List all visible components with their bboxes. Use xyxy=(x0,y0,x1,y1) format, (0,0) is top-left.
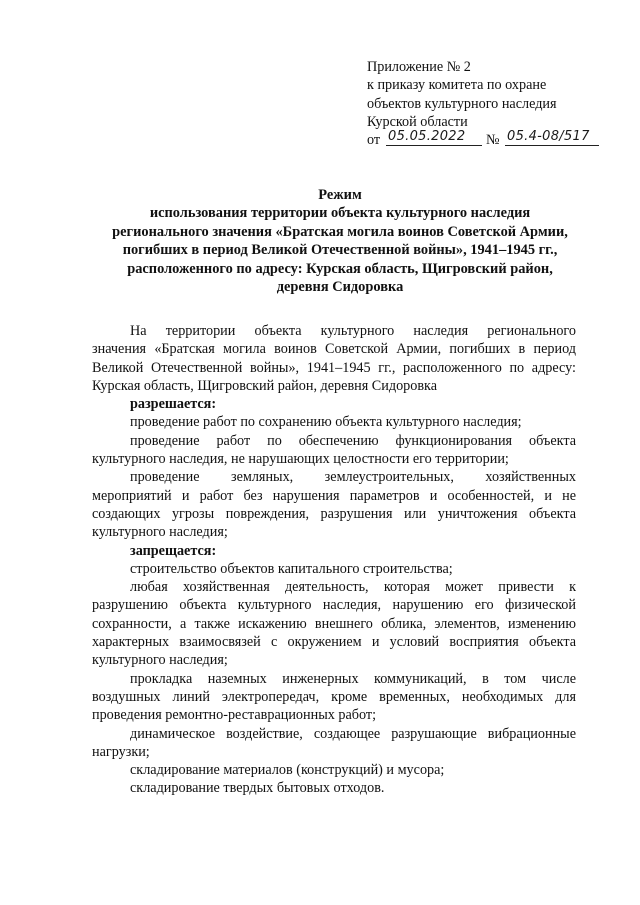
forbidden-item-line: любая хозяйственная деятельность, которая может привести к xyxy=(130,579,576,596)
date-prefix: от xyxy=(367,132,381,149)
allowed-item xyxy=(92,468,576,541)
forbidden-item xyxy=(92,578,576,669)
intro-line: значения «Братская могила воинов Советской Армии, погибших в период xyxy=(92,341,576,358)
appendix-title: Приложение № 2 xyxy=(367,59,471,75)
forbidden-item-line: складирование материалов (конструкций) и мусора; xyxy=(130,762,445,779)
forbidden-item xyxy=(92,725,576,762)
forbidden-list xyxy=(92,560,576,798)
allowed-item xyxy=(92,432,576,469)
title-line: регионального значения «Братская могила воинов Советской Армии, xyxy=(112,223,568,240)
forbidden-item-line: разрушению объекта культурного наследия, нарушению его физической xyxy=(92,597,576,614)
forbidden-item xyxy=(92,779,576,797)
forbidden-item-line: проведения ремонтно-реставрационных работ; xyxy=(92,707,377,724)
appendix-region: Курской области xyxy=(367,113,468,130)
allowed-item-line: проведение работ по обеспечению функционирования объекта xyxy=(130,432,576,449)
allowed-item xyxy=(92,413,576,431)
allowed-list xyxy=(92,413,576,541)
allowed-heading: разрешается: xyxy=(130,396,217,413)
appendix-order-ref: к приказу комитета по охране xyxy=(367,77,547,94)
title-line: Режим xyxy=(318,187,362,203)
allowed-item-line: проведение работ по сохранению объекта культурного наследия; xyxy=(130,414,522,431)
number-prefix: № xyxy=(486,132,500,149)
allowed-item-line: культурного наследия, не нарушающих целостности его территории; xyxy=(92,451,509,468)
forbidden-item-line: складирование твердых бытовых отходов. xyxy=(130,780,385,797)
allowed-item-line: проведение земляных, землеустроительных, хозяйственных xyxy=(130,469,576,486)
handwritten-date: 05.05.2022 xyxy=(386,128,482,146)
allowed-item-line: мероприятий и работ без нарушения параметров и особенностей, и не xyxy=(92,487,576,504)
forbidden-item-line: культурного наследия; xyxy=(92,652,228,669)
intro-line: На территории объекта культурного наследия регионального xyxy=(130,323,576,339)
intro-line: Великой Отечественной войны», 1941–1945 гг., расположенного по адресу: xyxy=(92,359,576,376)
appendix-header xyxy=(367,58,617,151)
title-line: погибших в период Великой Отечественной войны», 1941–1945 гг., xyxy=(122,242,558,259)
forbidden-item-line: строительство объектов капитального строительства; xyxy=(130,560,453,577)
forbidden-item-line: характерных взаимосвязей с окружением и условий восприятия объекта xyxy=(92,634,576,651)
allowed-item-line: культурного наследия; xyxy=(92,524,228,541)
intro-paragraph xyxy=(92,322,576,395)
title-line: деревня Сидоровка xyxy=(276,279,404,296)
appendix-date-number xyxy=(367,131,617,151)
forbidden-item-line: воздушных линий электропередач, кроме временных, необходимых для xyxy=(92,688,576,705)
handwritten-number: 05.4-08/517 xyxy=(505,128,599,146)
forbidden-item-line: прокладка наземных инженерных коммуникаций, в том числе xyxy=(130,670,576,687)
allowed-item-line: создающих угрозы повреждения, разрушения или уничтожения объекта xyxy=(92,505,576,522)
title-line: расположенного по адресу: Курская область, Щигровский район, xyxy=(127,260,553,277)
forbidden-item xyxy=(92,670,576,725)
forbidden-item-line: нагрузки; xyxy=(92,743,150,760)
intro-line: Курская область, Щигровский район, деревня Сидоровка xyxy=(92,377,438,394)
forbidden-item-line: сохранности, а также искажению внешнего облика, элементов, изменению xyxy=(92,615,576,632)
forbidden-heading: запрещается: xyxy=(130,542,217,559)
appendix-order-ref-cont: объектов культурного наследия xyxy=(367,95,557,112)
forbidden-item xyxy=(92,560,576,578)
document-title xyxy=(60,186,620,296)
forbidden-item-line: динамическое воздействие, создающее разрушающие вибрационные xyxy=(130,725,576,742)
forbidden-item xyxy=(92,761,576,779)
title-line: использования территории объекта культурного наследия xyxy=(149,205,531,222)
document-body xyxy=(92,322,576,798)
